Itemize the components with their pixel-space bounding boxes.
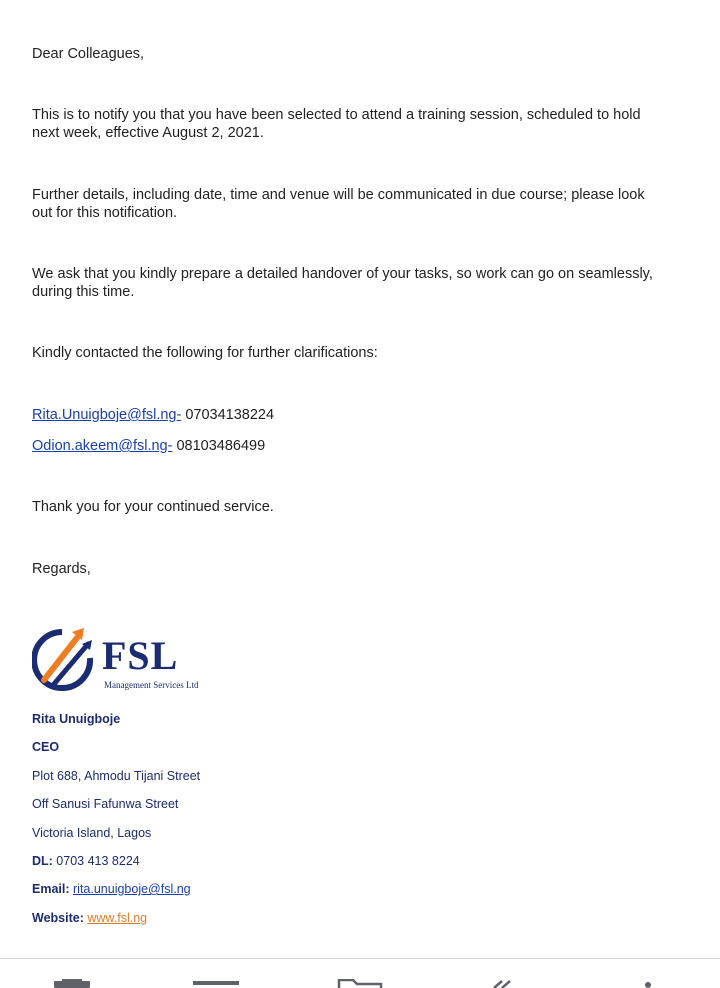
contact-phone: 07034138224 (181, 407, 275, 423)
dl-line: DL: 0703 413 8224 (32, 854, 140, 868)
contact-intro: Kindly contacted the following for further clarifications: (32, 345, 378, 361)
address-line: Off Sanusi Fafunwa Street (32, 797, 179, 811)
paragraph-line: out for this notification. (32, 205, 178, 221)
closing-line: Regards, (32, 561, 91, 577)
logo-name: FSL (102, 633, 179, 678)
bottom-toolbar (0, 958, 720, 988)
paragraph-line: during this time. (32, 284, 135, 300)
contact-email-link[interactable]: Odion.akeem@fsl.ng- (32, 438, 173, 454)
contact-row (32, 438, 682, 456)
email-line: Email: rita.unuigboje@fsl.ng (32, 882, 191, 896)
signature-email-link[interactable]: rita.unuigboje@fsl.ng (73, 882, 191, 896)
greeting: Dear Colleagues, (32, 46, 145, 62)
contact-email-link[interactable]: Rita.Unuigboje@fsl.ng- (32, 407, 182, 423)
logo-tagline: Management Services Ltd (104, 680, 199, 690)
paragraph-line: Further details, including date, time and venue will be communicated in due course; please look (32, 187, 645, 203)
thanks-line: Thank you for your continued service. (32, 499, 274, 515)
paragraph-line: next week, effective August 2, 2021. (32, 125, 264, 141)
website-line: Website: www.fsl.ng (32, 911, 148, 925)
website-link[interactable]: www.fsl.ng (87, 911, 148, 925)
signature-name: Rita Unuigboje (32, 712, 121, 726)
paragraph-line: This is to notify you that you have been selected to attend a training session, scheduled to hold (32, 107, 641, 123)
paragraph-line: We ask that you kindly prepare a detailed handover of your tasks, so work can go on seamlessly, (32, 266, 653, 282)
signature-title: CEO (32, 740, 60, 754)
address-line: Plot 688, Ahmodu Tijani Street (32, 769, 201, 783)
address-line: Victoria Island, Lagos (32, 826, 152, 840)
contact-row (32, 407, 682, 425)
contact-phone: 08103486499 (172, 438, 266, 454)
